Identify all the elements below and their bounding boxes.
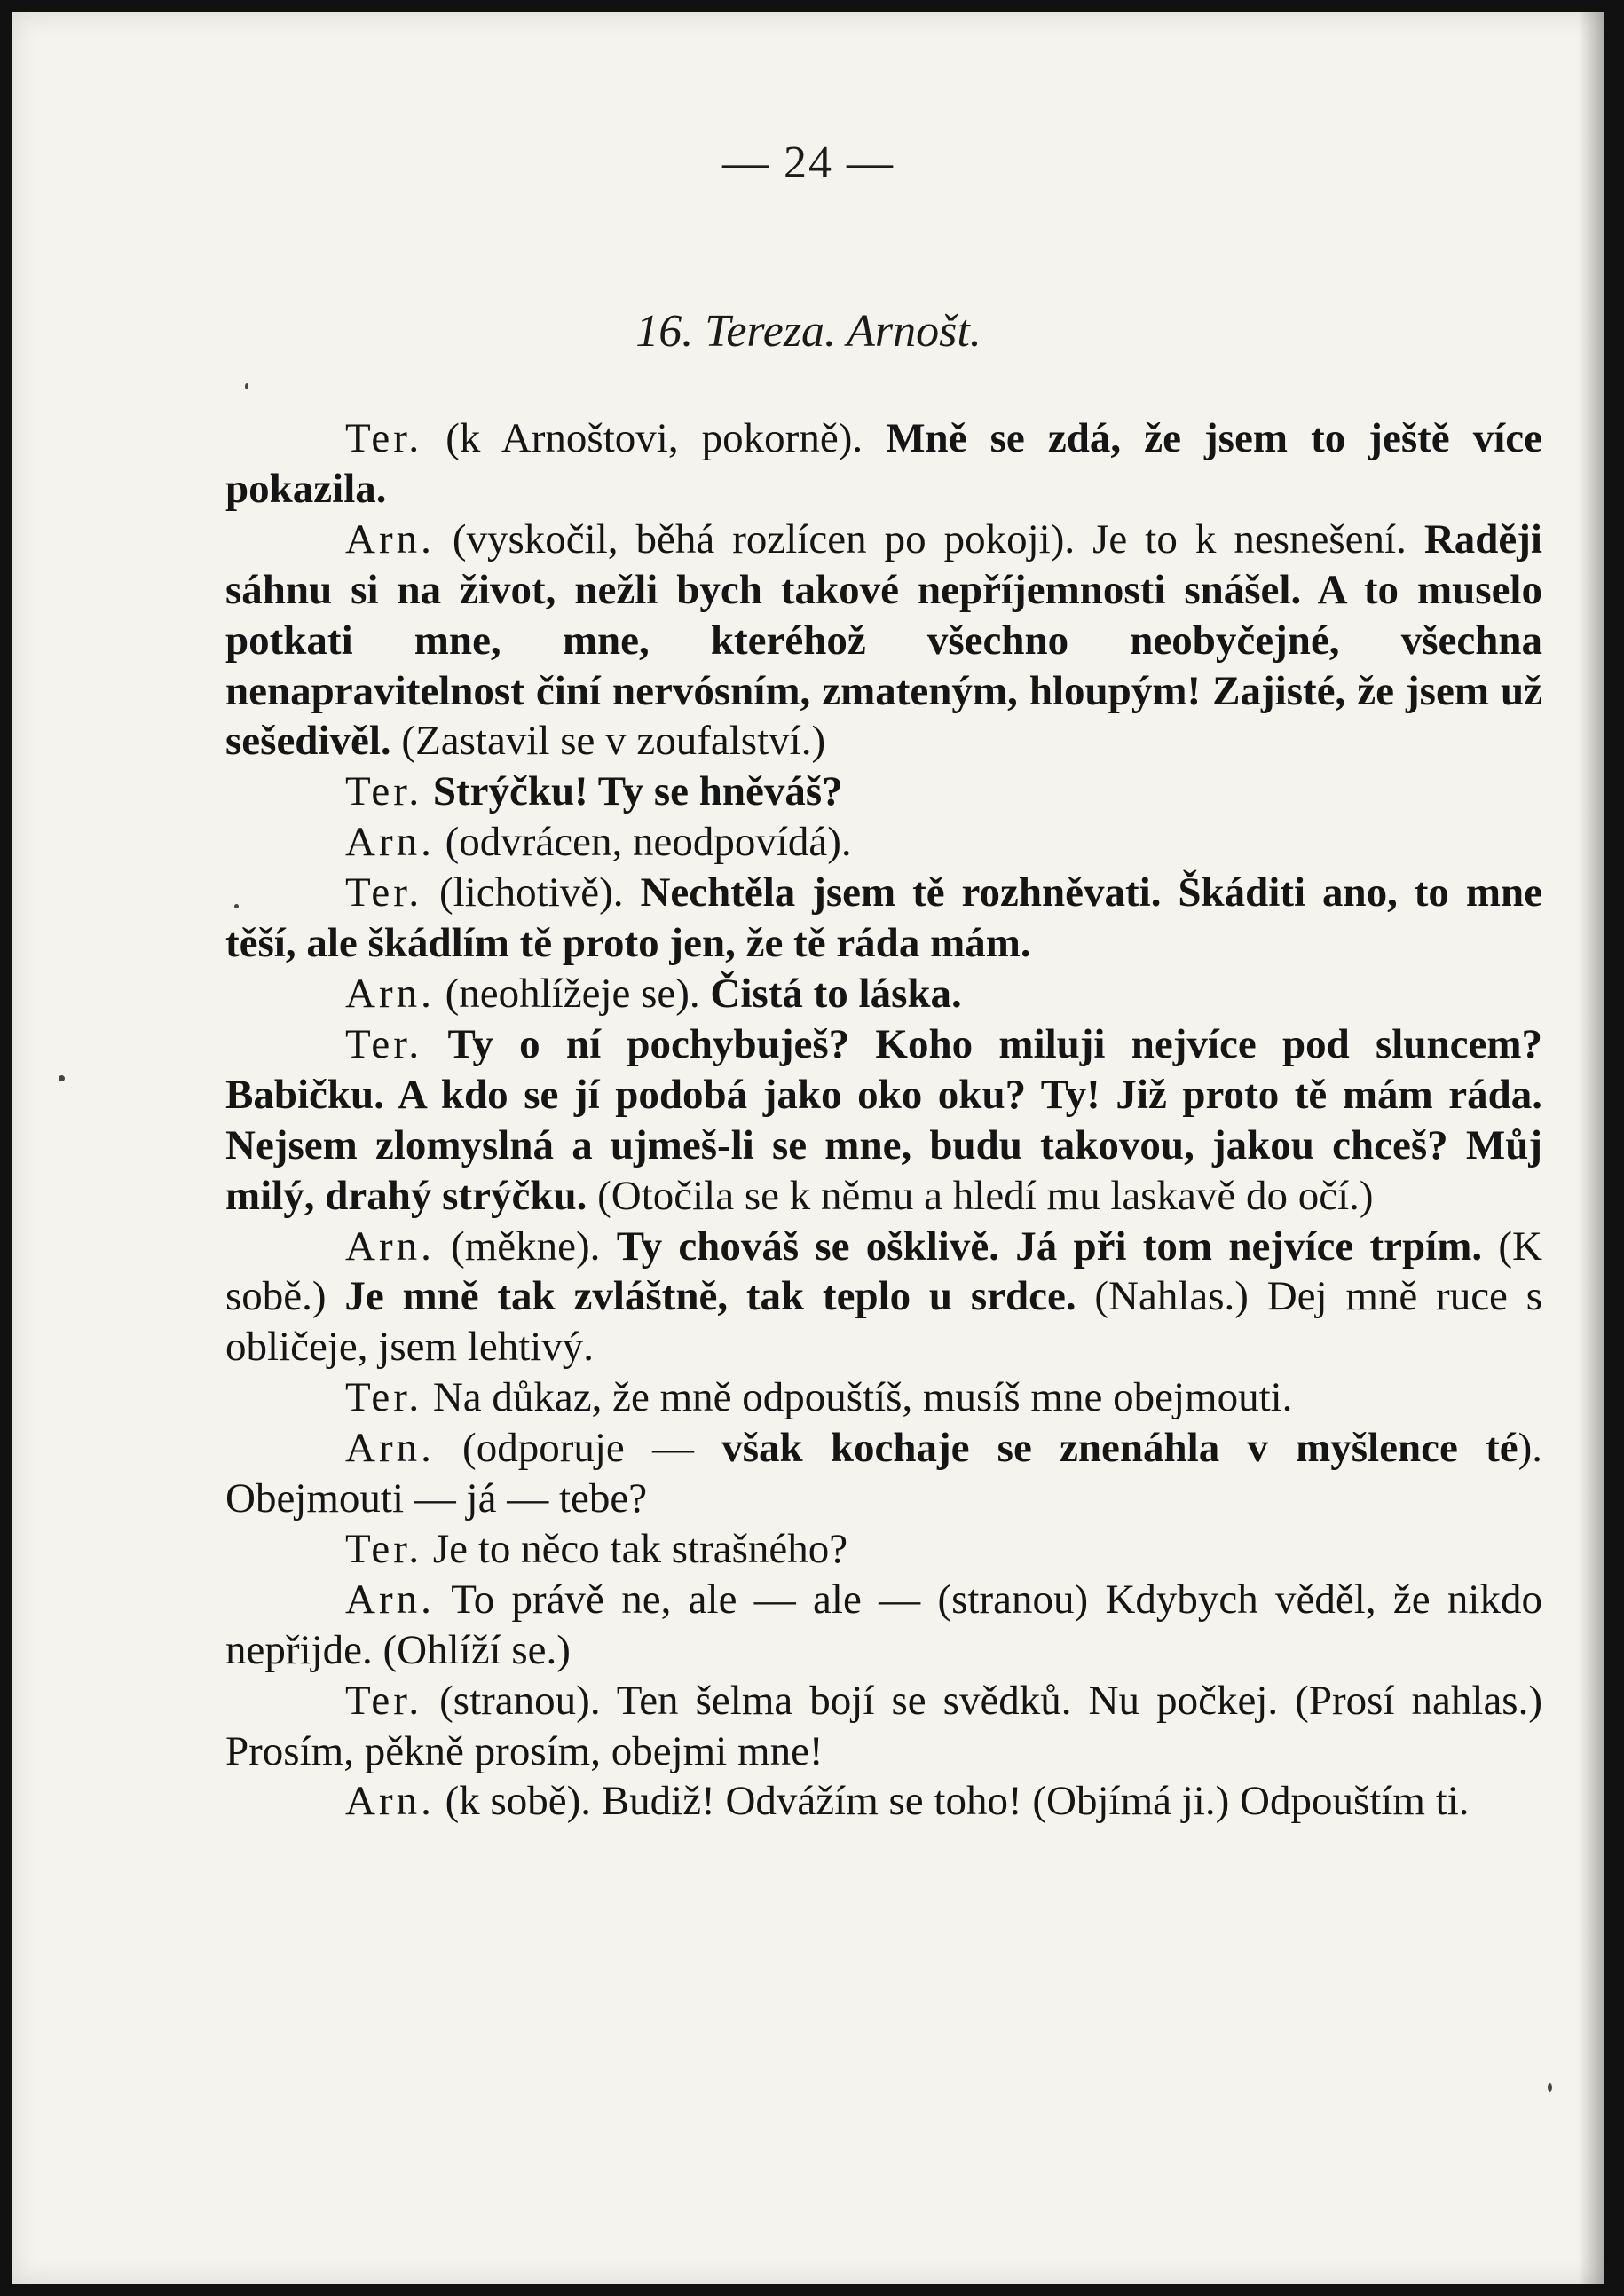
stage-direction: (Nahlas.) Dej mně ruce s obličeje, jsem lehtivý. (225, 1273, 1542, 1371)
dialogue-paragraph (225, 1019, 1542, 1222)
stage-direction: (měkne). (434, 1223, 617, 1270)
page-number: — 24 — (722, 138, 895, 188)
dialogue-paragraph (225, 1222, 1542, 1373)
stage-direction: (stranou). Ten šelma bojí se svědků. Nu počkej. (Prosí nahlas.) Prosím, pěkně prosím, obejmi mne! (225, 1677, 1542, 1774)
speech-text: Je mně tak zvláštně, tak teplo u srdce. (344, 1273, 1076, 1320)
stage-direction: (k Arnoštovi, pokorně). (422, 415, 887, 461)
speaker-label: Arn. (345, 1223, 435, 1270)
dialogue-paragraph (225, 969, 1542, 1019)
speaker-label: Arn. (345, 1778, 435, 1825)
speech-text: Mně se zdá, že jsem to ještě více pokazila. (225, 415, 1542, 512)
stage-direction: (odporuje — (434, 1425, 722, 1472)
stage-direction: (Zastavil se v zoufalství.) (390, 718, 826, 765)
dialogue-paragraph (225, 1776, 1542, 1827)
speaker-label: Ter. (345, 1020, 423, 1067)
speaker-label: Arn. (345, 819, 435, 866)
stage-direction: (lichotivě). (422, 869, 641, 916)
stage-direction: (K sobě.) (225, 1223, 1542, 1320)
stage-direction: (Otočila se k němu a hledí mu laskavě do očí.) (587, 1172, 1374, 1219)
speech-text: Ty chováš se ošklivě. Já při tom nejvíce trpím. (616, 1223, 1483, 1270)
dialogue-paragraph (225, 1372, 1542, 1423)
print-speck (245, 383, 248, 389)
dialogue-paragraph (225, 1423, 1542, 1524)
stage-direction: (odvrácen, neodpovídá). (434, 819, 852, 866)
print-speck (1548, 2083, 1552, 2092)
dialogue-paragraph (225, 413, 1542, 515)
speaker-label: Ter. (345, 1525, 423, 1572)
speaker-label: Arn. (345, 515, 435, 562)
dialogue-paragraph (225, 515, 1542, 767)
speaker-label: Arn. (345, 1576, 435, 1623)
speaker-label: Ter. (345, 415, 423, 461)
stage-direction: (k sobě). Budiž! Odvážím se toho! (Objímá ji.) Odpouštím ti. (434, 1778, 1470, 1825)
dialogue-paragraph (225, 1676, 1542, 1777)
stage-direction: (neohlížeje se). (434, 970, 711, 1017)
speech-text: Čistá to láska. (710, 970, 962, 1017)
stage-direction: Na důkaz, že mně odpouštíš, musíš mne obejmouti. (422, 1374, 1293, 1421)
print-speck (234, 904, 239, 908)
print-speck (59, 1075, 65, 1081)
stage-direction: (vyskočil, běhá rozlícen po pokoji). Je to k nesnešení. (434, 515, 1424, 562)
speech-text: však kochaje se znenáhla v myšlence té (721, 1425, 1518, 1472)
speaker-label: Ter. (345, 869, 423, 916)
book-page (12, 12, 1604, 2284)
stage-direction: Je to něco tak strašného? (422, 1525, 848, 1572)
speech-text: Ty o ní pochybuješ? Koho miluji nejvíce pod sluncem? Babičku. A kdo se jí podobá jako oko oku? Ty! Již proto tě mám ráda. Nejsem zlomyslná a ujmeš-li se mne, budu takovou, jakou chceš? Můj milý, drahý strýčku. (225, 1020, 1542, 1219)
stage-direction: ). Obejmouti — já — tebe? (225, 1425, 1542, 1522)
speaker-label: Ter. (345, 1374, 423, 1421)
dialogue-paragraph (225, 817, 1542, 868)
speaker-label: Ter. (345, 1677, 423, 1724)
dialogue-paragraph (225, 868, 1542, 969)
dialogue-paragraph (225, 767, 1542, 817)
scene-title: 16. Tereza. Arnošt. (635, 306, 981, 357)
speech-text: Nechtěla jsem tě rozhněvati. Škáditi ano, to mne těší, ale škádlím tě proto jen, že tě ráda mám. (225, 869, 1542, 967)
dialogue-paragraph (225, 1575, 1542, 1676)
dialogue-text (225, 413, 1542, 1827)
speech-text: Raději sáhnu si na život, nežli bych takové nepříjemnosti snášel. A to muselo potkati mne, mne, kteréhož všechno neobyčejné, všechna nenapravitelnost činí nervósním, zmateným, hloupým! Zajisté, že jsem už sešedivěl. (225, 515, 1542, 765)
speaker-label: Arn. (345, 1425, 435, 1472)
speaker-label: Ter. (345, 768, 423, 815)
dialogue-paragraph (225, 1524, 1542, 1575)
speech-text: Strýčku! Ty se hněváš? (422, 768, 843, 815)
speaker-label: Arn. (345, 970, 435, 1017)
stage-direction: To právě ne, ale — ale — (stranou) Kdybych věděl, že nikdo nepřijde. (Ohlíží se.) (225, 1576, 1542, 1673)
